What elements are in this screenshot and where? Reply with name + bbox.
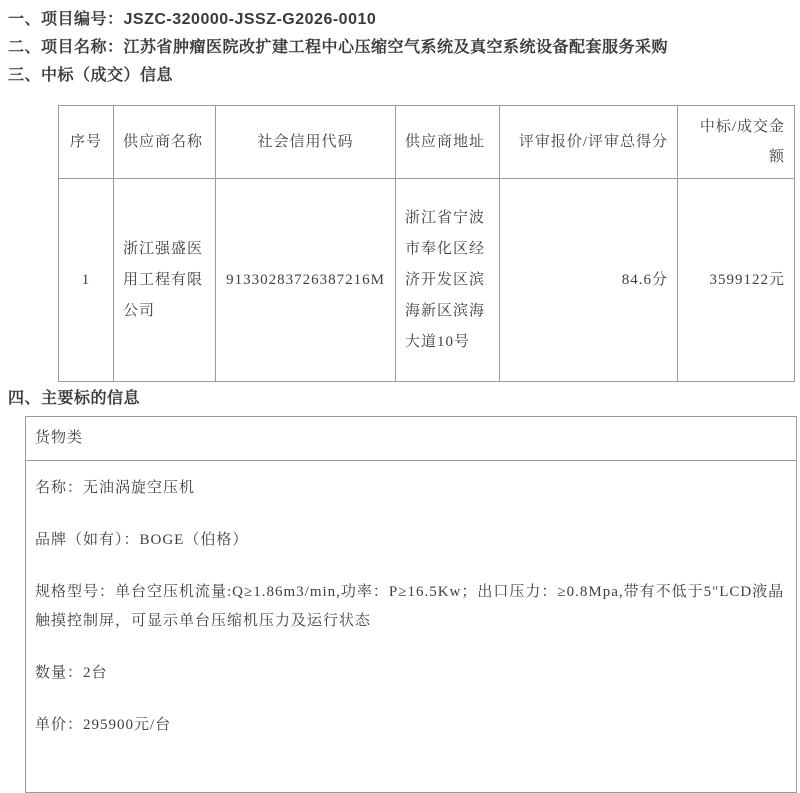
cell-credit-code: 91330283726387216M	[216, 179, 396, 382]
award-section-title: 三、中标（成交）信息	[8, 67, 174, 84]
cell-no: 1	[59, 179, 114, 382]
project-name-value: 江苏省肿瘤医院改扩建工程中心压缩空气系统及真空系统设备配套服务采购	[123, 39, 669, 56]
subject-item-quantity: 数量：2台	[35, 665, 108, 681]
project-name-line	[8, 34, 797, 62]
cell-award-amount: 3599122元	[678, 179, 795, 382]
subject-category: 货物类	[26, 417, 797, 461]
cell-supplier-name: 浙江强盛医用工程有限公司	[114, 179, 216, 382]
award-table-header-row	[59, 106, 795, 179]
subject-item-brand: 品牌（如有）：BOGE（伯格）	[35, 532, 249, 548]
project-name-label: 二、项目名称：	[8, 39, 124, 56]
subject-item-name: 名称：无油涡旋空压机	[35, 480, 196, 496]
award-info-table	[58, 105, 795, 382]
subject-info-table	[25, 416, 797, 793]
column-header-supplier-address: 供应商地址	[396, 106, 500, 179]
column-header-credit-code: 社会信用代码	[216, 106, 396, 179]
project-number-line	[8, 6, 797, 34]
column-header-award-amount: 中标/成交金额	[678, 106, 795, 179]
subject-section-title: 四、主要标的信息	[8, 390, 141, 407]
table-row	[59, 179, 795, 382]
column-header-supplier-name: 供应商名称	[114, 106, 216, 179]
cell-supplier-address: 浙江省宁波市奉化区经济开发区滨海新区滨海大道10号	[396, 179, 500, 382]
subject-detail-cell	[26, 461, 797, 793]
column-header-no: 序号	[59, 106, 114, 179]
subject-item-spec: 规格型号：单台空压机流量:Q≥1.86m3/min,功率：P≥16.5Kw；出口压力：≥0.8Mpa,带有不低于5"LCD液晶触摸控制屏，可显示单台压缩机压力及运行状态	[35, 584, 785, 629]
cell-review-score: 84.6分	[500, 179, 678, 382]
project-number-value: JSZC-320000-JSSZ-G2026-0010	[123, 11, 377, 28]
subject-detail-row	[26, 461, 797, 793]
column-header-review-score: 评审报价/评审总得分	[500, 106, 678, 179]
subject-item-unit-price: 单价：295900元/台	[35, 717, 172, 733]
subject-category-row	[26, 417, 797, 461]
project-number-label: 一、项目编号：	[8, 11, 124, 28]
